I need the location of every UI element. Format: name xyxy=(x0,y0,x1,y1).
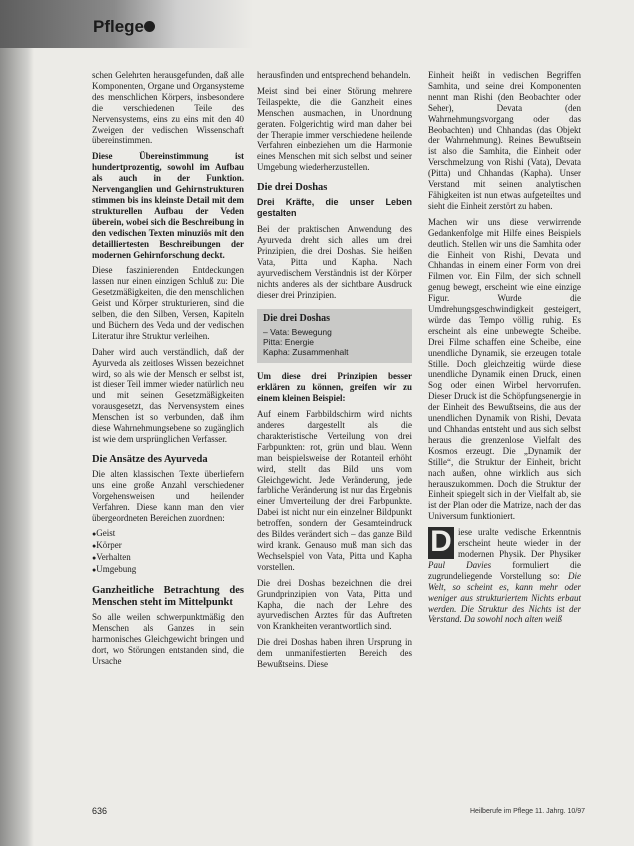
text-run: formuliert die zugrundeliegende Vorstellung so: xyxy=(428,559,581,581)
paragraph: schen Gelehrten herausgefunden, daß alle Komponenten, Organe und Organsysteme des menschlichen Körpers, insbesondere die verschiedenen Teile des Nervensystems, eins zu eins mit den 40 Zweigen der vedischen Wissenschaft übereinstimmen. xyxy=(92,70,244,146)
paragraph: Daher wird auch verständlich, daß der Ayurveda als zeitloses Wissen bezeichnet wird, so als wie der Mensch er selbst ist, ist dieser Teil immer wieder natürlich neu und mit seinen Gesetzmäßigkeiten vorausgesetzt, das Nervensystem eines Menschen ist so verbunden, daß ihm diese Wahrnehmungsebene so zugänglich ist wie dem ursprünglichen Verfasser. xyxy=(92,346,244,444)
paragraph: Die alten klassischen Texte überliefern uns eine große Anzahl verschiedener Vorgehensweisen und heilender Verfahren. Diese kann man den vier übergeordneten Bereichen zuordnen: xyxy=(92,468,244,523)
section-title: Pflege xyxy=(93,17,145,36)
list-item: ● Umgebung xyxy=(92,564,244,576)
column-3 xyxy=(428,70,581,630)
paragraph: Die drei Doshas haben ihren Ursprung in dem unmanifestierten Bereich des Bewußtseins. Diese xyxy=(257,637,412,670)
paragraph: Einheit heißt in vedischen Begriffen Samhita, und seine drei Komponenten nennt man Rishi (den Beobachter oder Seher), Devata (den Wahrnehmungsvorgang oder das Beobachten) und Chhandas (das Objekt der Wahrnehmung). Reines Bewußtsein ist also die Samhita, die Einheit oder Verschmelzung von Rishi (Vata), Devata (Pitta) und Chhandas (Kapha). Unser Verstand mit seinen analytischen Fähigkeiten ist nun etwas aufgeteiltes und sieht die Einheit zerstört zu haben. xyxy=(428,70,581,211)
page-number: 636 xyxy=(92,806,108,816)
paragraph-bold: Um diese drei Prinzipien besser erklären zu können, greifen wir zu einem kleinen Beispiel: xyxy=(257,371,412,404)
info-box-line: Pitta: Energie xyxy=(263,337,315,348)
info-box xyxy=(257,309,412,364)
list-item: ● Geist xyxy=(92,528,244,540)
paragraph: Die drei Doshas bezeichnen die drei Grundprinzipien von Vata, Pitta und Kapha, die nach der Lehre des ayurvedischen Arztes für das Auftreten von Krankheiten verantwortlich sind. xyxy=(257,577,412,632)
info-box-line: – Vata: Bewegung xyxy=(263,327,332,338)
bullet-dot-icon xyxy=(144,21,155,32)
subheading-doshas: Drei Kräfte, die unser Leben gestalten xyxy=(257,197,412,219)
publication-footer: Heilberufe im Pflege 11. Jahrg. 10/97 xyxy=(470,808,586,815)
quote: Die Welt, so scheint es, kann mehr oder weniger aus strukturiertem Nichts erbaut werden. Die Struktur des Nichts ist der Verstand. Da sowohl noch alten weiß xyxy=(428,570,582,625)
paragraph-dropcap xyxy=(428,527,581,625)
list-item: ● Körper xyxy=(92,540,244,552)
paragraph: Auf einem Farbbildschirm wird nichts anderes dargestellt als die charakteristische Verteilung von drei Farbpunkten: rot, grün und blau. Wenn man beispielsweise der Rotanteil erhöht wird, stellt das Bild uns vom Gleichgewicht. Jede Veränderung, jede farbliche Veränderung ist nur das Ergebnis einer Umverteilung der drei Farbpunkte. Dabei ist nicht nur ein einzelner Bildpunkt betroffen, sondern der Gesamteindruck des Bildes verändert sich – das ganze Bild wird krank. Genauso muß man sich das Wechselspiel von Vata, Pitta und Kapha vorstellen. xyxy=(257,409,412,572)
paragraph: herausfinden und entsprechend behandeln. xyxy=(257,70,411,80)
column-1 xyxy=(92,70,244,672)
list-item: ● Verhalten xyxy=(92,552,244,564)
column-2 xyxy=(257,70,412,675)
info-box-title: Die drei Doshas xyxy=(263,312,331,324)
paragraph-bold: Diese Übereinstimmung ist hundertprozentig, sowohl im Aufbau als auch in der Funktion. Nervenganglien und Gehirnstrukturen stimmen bis ins kleinste Detail mit dem strukturellen Aufbau der Veden überein, wobei sich die Beschreibung in den vedischen Texten minuziös mit den detailliertesten Beschreibungen der modernen Gehirnforschung deckt. xyxy=(92,151,244,260)
paragraph: So alle weilen schwerpunktmäßig den Menschen als Ganzes in sein harmonisches Gleichgewicht bringen und dort, wo Störungen entstanden sind, die Ursache xyxy=(92,612,244,666)
paragraph: Machen wir uns diese verwirrende Gedankenfolge mit Hilfe eines Beispiels deutlich. Stellen wir uns die Samhita oder die Einheit von Rishi, Devata und Chhandas in einem einer Form von drei Filmen vor. Ein Film, der sich schnell genug bewegt, erscheint wie eine einzige Figur. Wurde die Umdrehungsgeschwindigkeit gesteigert, würde das Tempo völlig ruhig. Es erscheint als eine unbewegte Scheibe. Drei Filme schaffen eine Scheibe, eine unendliche Dynamik, sie erzeugen totale Stille. Doch gleichzeitig würde diese unendliche Dynamik einen Druck, einen Sog oder einen Wirbel hervorrufen. Dieser Druck ist die Schöpfungsenergie in der Einheit des Bewußtseins, die aus der unendlichen Dynamik von Rishi, Devata und Chhandas entsteht und aus sich selbst heraus die grenzenlose Vielfalt des Kosmos erzeugt. Die „Dynamik der Stille“, die Struktur der Einheit, bricht nach außen, ohne wirklich aus sich herauszukommen. Doch die Struktur der Einheit spiegelt sich in der Vielfalt ab, sie ist der Plan oder die Matrize, nach der das Universum funktioniert. xyxy=(428,216,581,522)
heading-ansaetze: Die Ansätze des Ayurveda xyxy=(92,453,208,465)
author-name: Paul Davies xyxy=(428,559,492,570)
dropcap-letter: D xyxy=(428,527,454,559)
bullet-list xyxy=(92,528,244,576)
paragraph: Meist sind bei einer Störung mehrere Teilaspekte, die die Ganzheit eines Menschen ausmachen, in Unordnung geraten. Folgerichtig wird man daher bei der Therapie immer verschiedene heilende Verfahren einbeziehen um die Harmonie eines Menschen mit sich selbst und seiner Umgebung wiederherzustellen. xyxy=(257,85,412,173)
heading-ganzheitlich: Ganzheitliche Betrachtung des Menschen steht im Mittelpunkt xyxy=(92,585,244,609)
paragraph: Bei der praktischen Anwendung des Ayurveda dreht sich alles um drei Prinzipien, die drei Doshas. Sie heißen Vata, Pitta und Kapha. Nach ayurvedischem Verständnis ist der Körper nichts anderes als der sichtbare Ausdruck dieser drei Prinzipien. xyxy=(257,224,412,300)
page-spine-shadow xyxy=(0,48,34,846)
heading-doshas: Die drei Doshas xyxy=(257,182,328,194)
info-box-line: Kapha: Zusammenhalt xyxy=(263,347,349,358)
paragraph: Diese faszinierenden Entdeckungen lassen nur einen einzigen Schluß zu: Die Gesetzmäßigkeiten, die den menschlichen Geist und Körper strukturieren, sind die selben, die den Silben, Versen, Kapiteln und Büchern des Veda und der vedischen Literatur ihre Struktur verleihen. xyxy=(92,265,244,341)
text-run: iese uralte vedische Erkenntnis erscheint heute wieder in der modernen Physik. Der Physiker xyxy=(458,527,581,559)
